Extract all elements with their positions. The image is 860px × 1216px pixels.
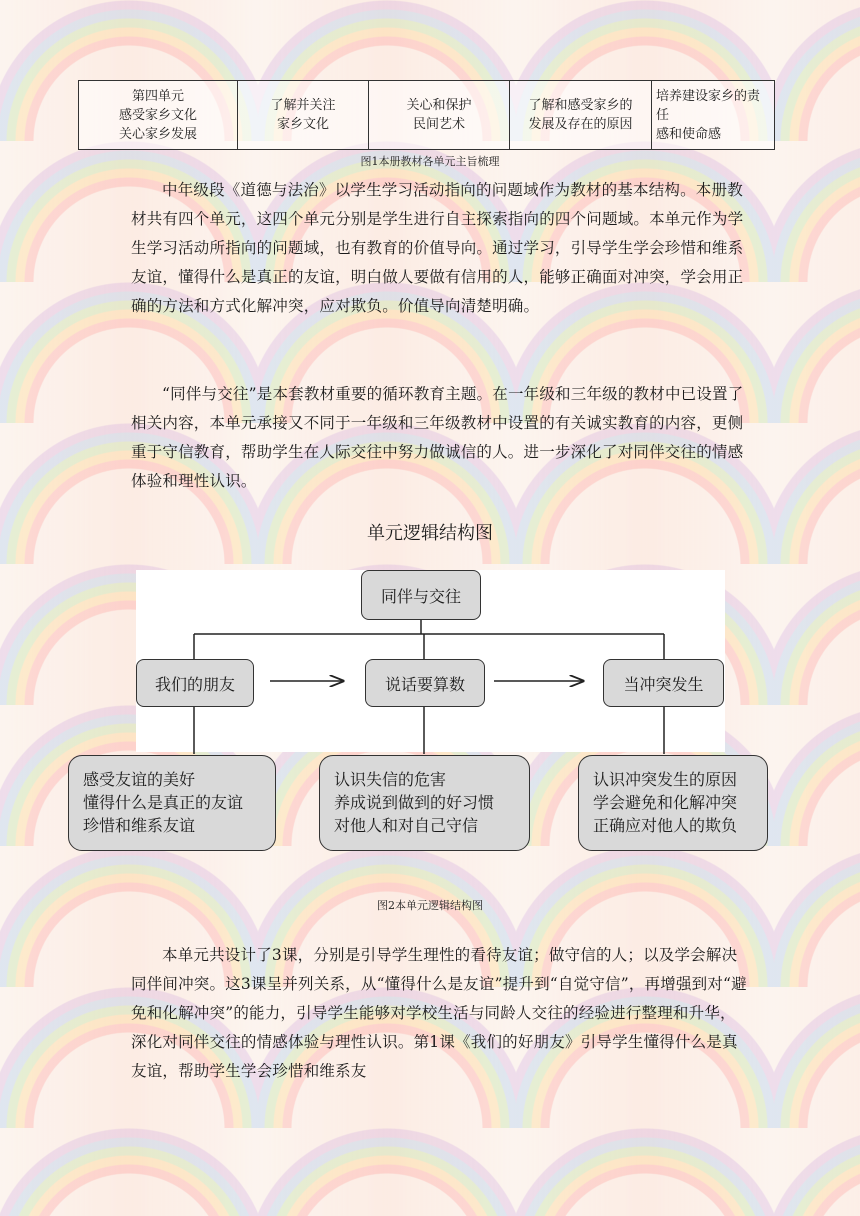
detail-line: 认识冲突发生的原因: [593, 770, 738, 789]
node-conflict: 当冲突发生: [603, 659, 724, 707]
cell-line: 家乡文化: [276, 117, 329, 132]
detail-line: 对他人和对自己守信: [334, 816, 479, 835]
theme-cell: [652, 81, 775, 150]
detail-box-keep-word: [319, 755, 530, 851]
figure2-caption: 图2本单元逻辑结构图: [377, 899, 483, 912]
detail-line: 懂得什么是真正的友谊: [83, 793, 244, 812]
diagram-title: 单元逻辑结构图: [367, 523, 493, 544]
unit-cell: [79, 81, 238, 150]
paragraph-2: “同伴与交往”是本套教材重要的循环教育主题。在一年级和三年级的教材中已设置了相关内容，本单元承接又不同于一年级和三年级教材中设置的有关诚实教育的内容，更侧重于守信教育，帮助学生在人际交往中努力做诚信的人。进一步深化了对同伴交往的情感体验和理性认识。: [131, 385, 744, 490]
theme-cell: [510, 81, 652, 150]
unit-line: 感受家乡文化: [118, 107, 197, 123]
unit-theme-table: [78, 80, 775, 150]
detail-line: 正确应对他人的欺负: [593, 816, 738, 835]
figure1-caption: 图1本册教材各单元主旨梳理: [360, 155, 500, 168]
cell-line: 感和使命感: [656, 126, 722, 142]
detail-box-conflict: [578, 755, 768, 851]
theme-cell: [238, 81, 369, 150]
node-keep-word: 说话要算数: [365, 659, 485, 707]
detail-line: 珍惜和维系友谊: [83, 816, 196, 835]
cell-line: 了解和感受家乡的: [528, 98, 633, 113]
paragraph-3: 本单元共设计了3课，分别是引导学生理性的看待友谊；做守信的人；以及学会解决同伴间冲突。这3课呈并列关系，从“懂得什么是友谊”提升到“自觉守信”，再增强到对“避免和化解冲突”的能力，引导学生能够对学校生活与同龄人交往的经验进行整理和升华，深化对同伴交往的情感体验与理性认识。第1课《我们的好朋友》引导学生懂得什么是真友谊，帮助学生学会珍惜和维系友: [131, 946, 747, 1080]
detail-line: 认识失信的危害: [334, 770, 447, 789]
unit-line: 关心家乡发展: [118, 126, 197, 142]
cell-line: 关心和保护: [406, 98, 472, 113]
detail-line: 养成说到做到的好习惯: [334, 793, 495, 812]
cell-line: 发展及存在的原因: [528, 117, 633, 132]
cell-line: 了解并关注: [270, 98, 336, 113]
table-row: [79, 81, 775, 150]
detail-line: 感受友谊的美好: [83, 770, 196, 789]
cell-line: 培养建设家乡的责任: [656, 88, 761, 123]
root-node: 同伴与交往: [361, 570, 481, 620]
paragraph-1: 中年级段《道德与法治》以学生学习活动指向的问题域作为教材的基本结构。本册教材共有四个单元，这四个单元分别是学生进行自主探索指向的四个问题域。本单元作为学生学习活动所指向的问题域，也有教育的价值导向。通过学习，引导学生学会珍惜和维系友谊，懂得什么是真正的友谊，明白做人要做有信用的人，能够正确面对冲突，学会用正确的方法和方式化解冲突，应对欺负。价值导向清楚明确。: [131, 181, 744, 315]
unit-line: 第四单元: [131, 88, 184, 104]
node-our-friends: 我们的朋友: [136, 659, 254, 707]
detail-box-friends: [68, 755, 276, 851]
detail-line: 学会避免和化解冲突: [593, 793, 738, 812]
theme-cell: [369, 81, 510, 150]
cell-line: 民间艺术: [412, 117, 465, 132]
